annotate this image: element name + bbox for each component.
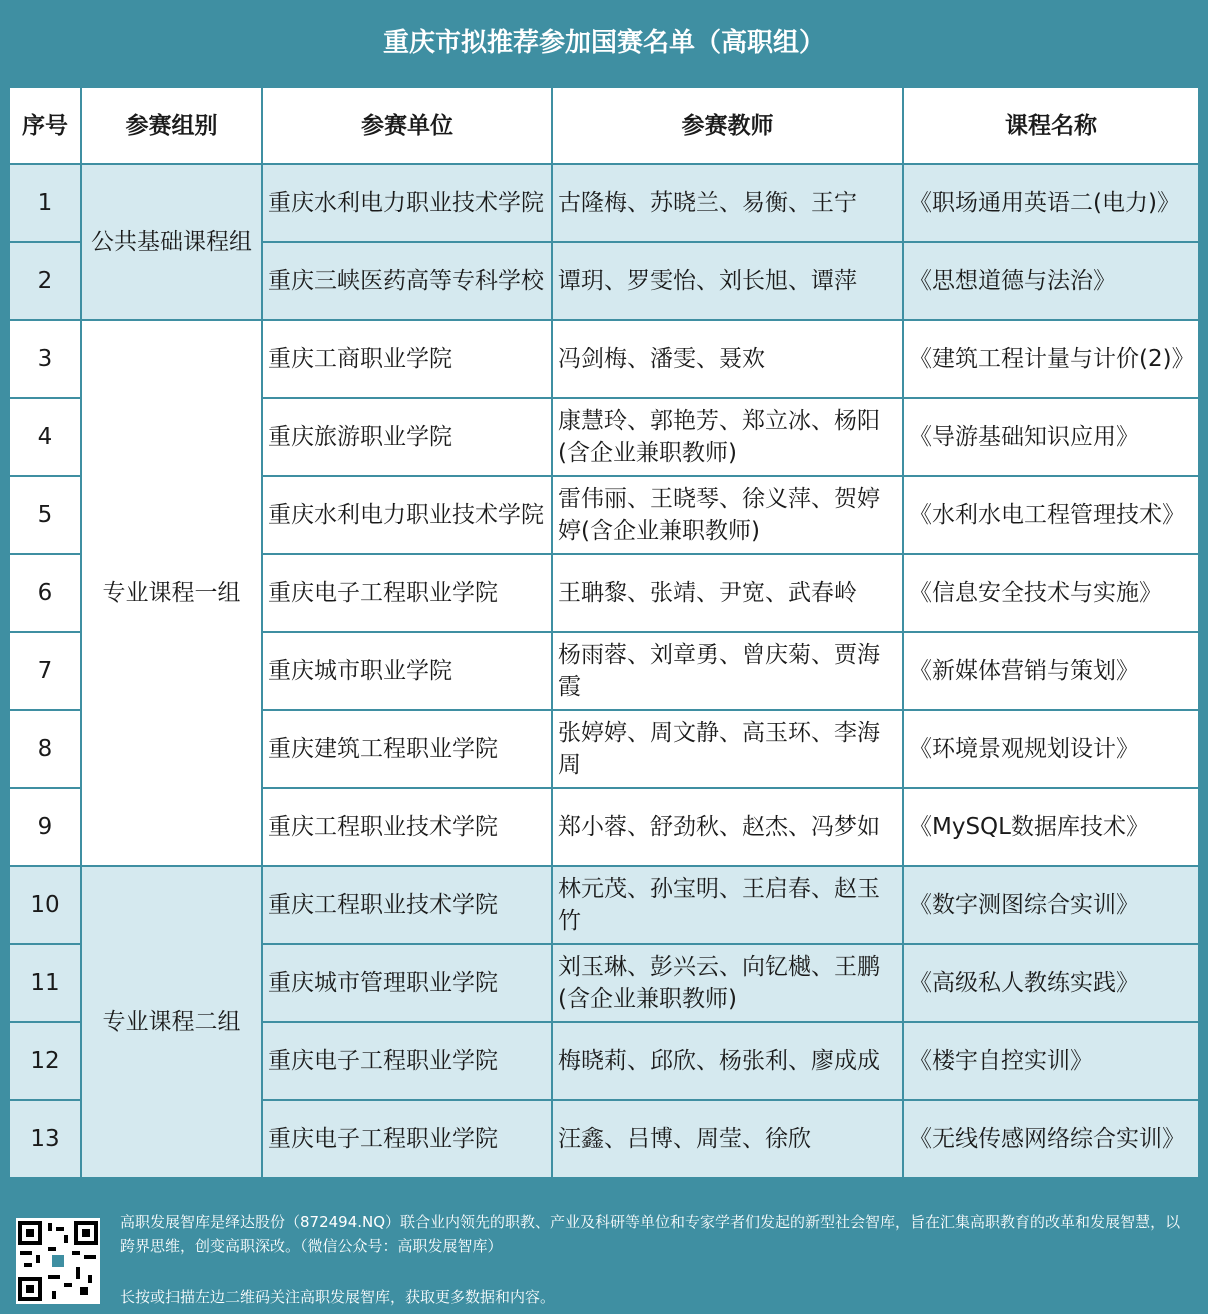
unit-name: 重庆工商职业学院 xyxy=(262,320,552,398)
row-number: 11 xyxy=(9,944,81,1022)
row-number: 13 xyxy=(9,1100,81,1178)
row-number: 6 xyxy=(9,554,81,632)
header-course: 课程名称 xyxy=(903,87,1199,164)
teacher-names: 康慧玲、郭艳芳、郑立冰、杨阳(含企业兼职教师) xyxy=(552,398,903,476)
row-number: 8 xyxy=(9,710,81,788)
course-name: 《MySQL数据库技术》 xyxy=(903,788,1199,866)
row-number: 9 xyxy=(9,788,81,866)
row-number: 12 xyxy=(9,1022,81,1100)
teacher-names: 古隆梅、苏晓兰、易衡、王宁 xyxy=(552,164,903,242)
unit-name: 重庆电子工程职业学院 xyxy=(262,1022,552,1100)
unit-name: 重庆水利电力职业技术学院 xyxy=(262,476,552,554)
unit-name: 重庆工程职业技术学院 xyxy=(262,788,552,866)
course-name: 《职场通用英语二(电力)》 xyxy=(903,164,1199,242)
table-row xyxy=(9,164,1199,242)
row-number: 5 xyxy=(9,476,81,554)
row-number: 10 xyxy=(9,866,81,944)
teacher-names: 杨雨蓉、刘章勇、曾庆菊、贾海霞 xyxy=(552,632,903,710)
teacher-names: 郑小蓉、舒劲秋、赵杰、冯梦如 xyxy=(552,788,903,866)
row-number: 1 xyxy=(9,164,81,242)
page-title: 重庆市拟推荐参加国赛名单（高职组） xyxy=(382,28,825,58)
group-label: 专业课程二组 xyxy=(81,866,262,1178)
teacher-names: 冯剑梅、潘雯、聂欢 xyxy=(552,320,903,398)
nominee-table xyxy=(8,86,1200,1179)
unit-name: 重庆电子工程职业学院 xyxy=(262,554,552,632)
table-header-row xyxy=(9,87,1199,164)
group-label: 专业课程一组 xyxy=(81,320,262,866)
course-name: 《高级私人教练实践》 xyxy=(903,944,1199,1022)
unit-name: 重庆工程职业技术学院 xyxy=(262,866,552,944)
header-unit: 参赛单位 xyxy=(262,87,552,164)
footer-description: 高职发展智库是绎达股份（872494.NQ）联合业内领先的职教、产业及科研等单位和专家学者们发起的新型社会智库，旨在汇集高职教育的改革和发展智慧，以跨界思维，创变高职深改。（微信公众号：高职发展智库） xyxy=(120,1213,1181,1255)
row-number: 2 xyxy=(9,242,81,320)
course-name: 《导游基础知识应用》 xyxy=(903,398,1199,476)
teacher-names: 林元茂、孙宝明、王启春、赵玉竹 xyxy=(552,866,903,944)
teacher-names: 汪鑫、吕博、周莹、徐欣 xyxy=(552,1100,903,1178)
course-name: 《楼宇自控实训》 xyxy=(903,1022,1199,1100)
course-name: 《信息安全技术与实施》 xyxy=(903,554,1199,632)
table-row xyxy=(9,866,1199,944)
qr-code-icon xyxy=(16,1218,100,1304)
unit-name: 重庆建筑工程职业学院 xyxy=(262,710,552,788)
unit-name: 重庆旅游职业学院 xyxy=(262,398,552,476)
unit-name: 重庆城市管理职业学院 xyxy=(262,944,552,1022)
unit-name: 重庆三峡医药高等专科学校 xyxy=(262,242,552,320)
course-name: 《思想道德与法治》 xyxy=(903,242,1199,320)
unit-name: 重庆水利电力职业技术学院 xyxy=(262,164,552,242)
footer xyxy=(0,1204,1208,1314)
teacher-names: 谭玥、罗雯怡、刘长旭、谭萍 xyxy=(552,242,903,320)
course-name: 《建筑工程计量与计价(2)》 xyxy=(903,320,1199,398)
teacher-names: 刘玉琳、彭兴云、向钇樾、王鹏(含企业兼职教师) xyxy=(552,944,903,1022)
teacher-names: 张婷婷、周文静、高玉环、李海周 xyxy=(552,710,903,788)
row-number: 4 xyxy=(9,398,81,476)
course-name: 《新媒体营销与策划》 xyxy=(903,632,1199,710)
header-no: 序号 xyxy=(9,87,81,164)
unit-name: 重庆城市职业学院 xyxy=(262,632,552,710)
footer-cta: 长按或扫描左边二维码关注高职发展智库，获取更多数据和内容。 xyxy=(120,1288,556,1306)
course-name: 《数字测图综合实训》 xyxy=(903,866,1199,944)
teacher-names: 梅晓莉、邱欣、杨张利、廖成成 xyxy=(552,1022,903,1100)
teacher-names: 王聃黎、张靖、尹宽、武春岭 xyxy=(552,554,903,632)
header-teachers: 参赛教师 xyxy=(552,87,903,164)
course-name: 《水利水电工程管理技术》 xyxy=(903,476,1199,554)
unit-name: 重庆电子工程职业学院 xyxy=(262,1100,552,1178)
teacher-names: 雷伟丽、王晓琴、徐义萍、贺婷婷(含企业兼职教师) xyxy=(552,476,903,554)
group-label: 公共基础课程组 xyxy=(81,164,262,320)
table-row xyxy=(9,320,1199,398)
course-name: 《无线传感网络综合实训》 xyxy=(903,1100,1199,1178)
header-group: 参赛组别 xyxy=(81,87,262,164)
course-name: 《环境景观规划设计》 xyxy=(903,710,1199,788)
row-number: 3 xyxy=(9,320,81,398)
row-number: 7 xyxy=(9,632,81,710)
